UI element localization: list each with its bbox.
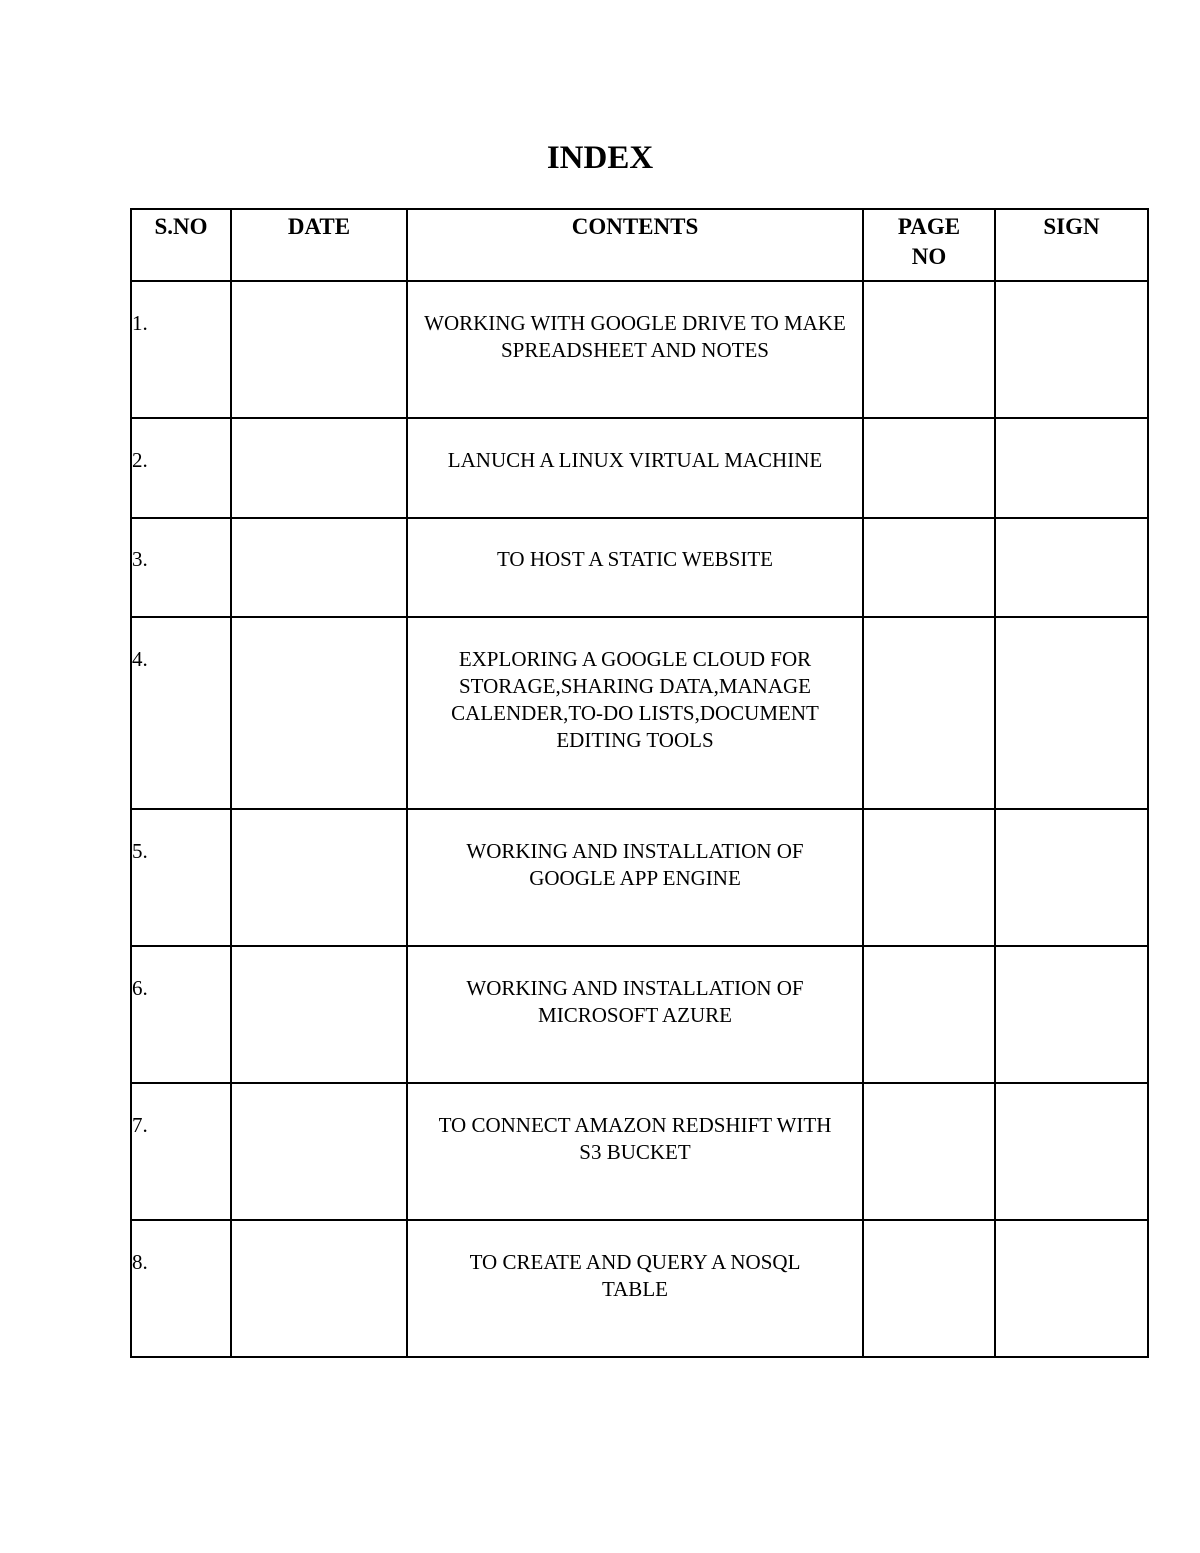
row-sno: 4. <box>131 617 231 809</box>
row-contents: TO CREATE AND QUERY A NOSQL TABLE <box>407 1220 863 1357</box>
table-row <box>131 809 1148 946</box>
row-date <box>231 809 407 946</box>
row-sign <box>995 617 1148 809</box>
row-page-no <box>863 518 995 617</box>
row-sno: 7. <box>131 1083 231 1220</box>
header-date: DATE <box>231 209 407 281</box>
row-contents: TO CONNECT AMAZON REDSHIFT WITH S3 BUCKET <box>407 1083 863 1220</box>
table-row <box>131 946 1148 1083</box>
row-sign <box>995 1083 1148 1220</box>
row-contents: WORKING WITH GOOGLE DRIVE TO MAKE SPREADSHEET AND NOTES <box>407 281 863 418</box>
header-page-no: PAGE NO <box>863 209 995 281</box>
row-date <box>231 418 407 518</box>
row-sign <box>995 281 1148 418</box>
row-date <box>231 1220 407 1357</box>
row-page-no <box>863 281 995 418</box>
row-sign <box>995 418 1148 518</box>
row-date <box>231 1083 407 1220</box>
row-sign <box>995 946 1148 1083</box>
row-sign <box>995 1220 1148 1357</box>
row-contents: LANUCH A LINUX VIRTUAL MACHINE <box>407 418 863 518</box>
row-sno: 1. <box>131 281 231 418</box>
table-row <box>131 518 1148 617</box>
row-page-no <box>863 946 995 1083</box>
row-contents: TO HOST A STATIC WEBSITE <box>407 518 863 617</box>
row-date <box>231 518 407 617</box>
row-sno: 8. <box>131 1220 231 1357</box>
row-date <box>231 617 407 809</box>
table-header-row <box>131 209 1148 281</box>
row-sign <box>995 809 1148 946</box>
page-title: INDEX <box>546 140 654 176</box>
row-page-no <box>863 1220 995 1357</box>
header-contents: CONTENTS <box>407 209 863 281</box>
row-date <box>231 281 407 418</box>
row-sno: 2. <box>131 418 231 518</box>
row-date <box>231 946 407 1083</box>
row-contents: EXPLORING A GOOGLE CLOUD FOR STORAGE,SHARING DATA,MANAGE CALENDER,TO-DO LISTS,DOCUMENT EDITING TOOLS <box>407 617 863 809</box>
row-sign <box>995 518 1148 617</box>
row-page-no <box>863 617 995 809</box>
table-row <box>131 418 1148 518</box>
row-page-no <box>863 418 995 518</box>
table-row <box>131 1083 1148 1220</box>
row-contents: WORKING AND INSTALLATION OF MICROSOFT AZURE <box>407 946 863 1083</box>
row-sno: 6. <box>131 946 231 1083</box>
row-sno: 5. <box>131 809 231 946</box>
table-row <box>131 281 1148 418</box>
table-row <box>131 617 1148 809</box>
row-page-no <box>863 1083 995 1220</box>
header-sno: S.NO <box>131 209 231 281</box>
row-sno: 3. <box>131 518 231 617</box>
header-sign: SIGN <box>995 209 1148 281</box>
row-page-no <box>863 809 995 946</box>
index-table <box>130 208 1149 1358</box>
row-contents: WORKING AND INSTALLATION OF GOOGLE APP ENGINE <box>407 809 863 946</box>
table-row <box>131 1220 1148 1357</box>
